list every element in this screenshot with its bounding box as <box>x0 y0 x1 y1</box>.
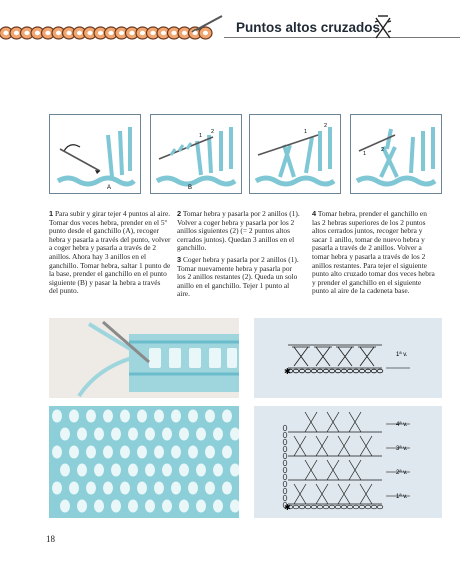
illustration-mark-4b: 2 <box>381 147 385 153</box>
start-marker-icon: ✱ <box>284 367 291 376</box>
illustration-mark-2: 2 <box>211 129 215 135</box>
header-chain-illustration <box>0 12 224 52</box>
page-title: Puntos altos cruzados <box>236 20 381 35</box>
step-illustration-1 <box>49 114 141 194</box>
start-marker-icon: ✱ <box>284 503 291 512</box>
step-illustration-3 <box>249 114 341 194</box>
illustration-mark-1: 1 <box>199 133 203 139</box>
step-3 <box>177 256 301 299</box>
stitch-diagram-four-rows <box>254 406 442 518</box>
work-in-progress-photo <box>49 318 239 398</box>
illustration-label-b: B <box>188 185 193 191</box>
header-rule <box>224 37 460 38</box>
illustration-label-a: A <box>107 185 112 191</box>
diagram-1-row-label: 1ª v. <box>396 352 408 358</box>
step-1-text: Para subir y girar tejer 4 puntos al aire. Tomar dos veces hebra, prender en el 5º punto desde el ganchillo (A), recoger hebra y pasarla a través del punto, volver a coger hebra y pasarla a través de 2 anillos. Ahora hay 3 anillos en el ganchillo. Tomar hebra, saltar 1 punto de la base, prender el ganchillo en el punto siguiente (B) y pasar la hebra a través del punto. <box>49 209 171 296</box>
stitch-diagram-row-1 <box>254 318 442 398</box>
step-1 <box>49 210 171 296</box>
step-4-number: 4 <box>312 209 317 218</box>
step-illustration-4 <box>350 114 442 194</box>
illustration-mark-4a: 1 <box>363 151 367 157</box>
step-3-number: 3 <box>177 254 182 264</box>
step-text-column-2 <box>177 210 301 302</box>
step-text-column-1 <box>49 210 171 299</box>
diagram-2-row-label-2: 2ª v. <box>396 470 408 476</box>
diagram-2-row-label-4: 4ª v. <box>396 422 408 428</box>
page-number: 18 <box>46 534 55 544</box>
step-4 <box>312 210 436 296</box>
step-4-text: Tomar hebra, prender el ganchillo en las 2 hebras superiores de los 2 puntos altos cerrados juntos, recoger hebra y sacar 1 anillo, tomar de nuevo hebra y pasarla a través de 2 anillos. Volver a tomar hebra y pasarla a través de los 2 anillos restantes. Para tejer el siguiente punto alto cruzado tomar dos veces hebra y prender el ganchillo en el siguiente punto al aire de la cadeneta base. <box>312 209 435 296</box>
diagram-2-row-label-1: 1ª v. <box>396 494 408 500</box>
step-text-column-3 <box>312 210 436 299</box>
crossed-stitch-symbol-icon <box>372 14 394 42</box>
finished-mesh-photo <box>49 406 239 518</box>
illustration-mark-3a: 1 <box>304 129 308 135</box>
diagram-2-row-label-3: 3ª v. <box>396 446 408 452</box>
step-3-text: Coger hebra y pasarla por 2 anillos (1). Tomar nuevamente hebra y pasarla por los 2 anillos restantes (2). Queda un solo anillo en el ganchillo. Tejer 1 punto al aire. <box>177 254 299 299</box>
step-1-number: 1 <box>49 209 54 218</box>
illustration-mark-3b: 2 <box>324 123 328 129</box>
step-2 <box>177 210 301 253</box>
step-2-number: 2 <box>177 209 182 218</box>
step-2-text: Tomar hebra y pasarla por 2 anillos (1). Volver a coger hebra y pasarla por los 2 anillos siguientes (2) (= 2 puntos altos cerrados juntos). Quedan 3 anillos en el ganchillo. <box>177 209 300 253</box>
step-illustration-2 <box>150 114 242 194</box>
